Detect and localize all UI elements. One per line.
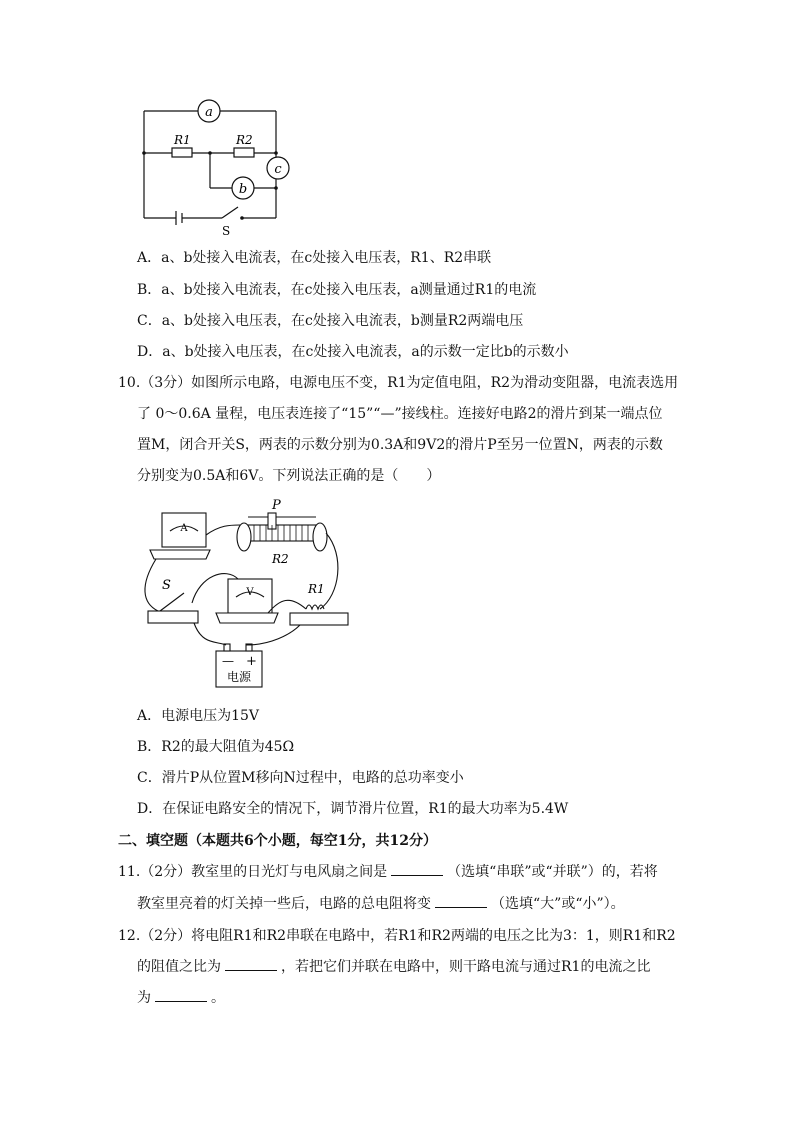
- q11-text-2a: 教室里亮着的灯关掉一些后，电路的总电阻将变: [137, 896, 431, 912]
- q10-option-a: A．电源电压为15V: [137, 708, 260, 724]
- ammeter-label: A: [180, 523, 188, 534]
- q12-line-3: [137, 988, 225, 1008]
- q10-line-4: 分别变为0.5A和6V。下列说法正确的是（ ）: [137, 468, 441, 484]
- meter-b-label: b: [238, 182, 248, 197]
- q12-text-3b: 。: [211, 990, 225, 1006]
- q12-text-2a: 的阻值之比为: [137, 959, 221, 975]
- resistor-r1-label: R1: [308, 582, 325, 596]
- power-positive-label: +: [246, 654, 257, 669]
- q10-option-d: D．在保证电路安全的情况下，调节滑片位置，R1的最大功率为5.4W: [137, 801, 569, 817]
- r2-label: R2: [236, 133, 253, 147]
- slider-p-label: P: [272, 498, 281, 513]
- switch-label: S: [222, 224, 231, 238]
- q10-option-b: B．R2的最大阻值为45Ω: [137, 739, 295, 755]
- q10-line-1: 10.（3分）如图所示电路，电源电压不变，R1为定值电阻，R2为滑动变阻器，电流表选用: [118, 375, 679, 391]
- section-2-heading: 二、填空题（本题共6个小题，每空1分，共12分）: [118, 833, 437, 849]
- circuit-diagram-1: [130, 95, 300, 245]
- q9-option-c: C．a、b处接入电压表，在c处接入电流表，b测量R2两端电压: [137, 313, 524, 329]
- meter-a-label: a: [205, 105, 213, 120]
- q11-text-1a: 11.（2分）教室里的日光灯与电风扇之间是: [118, 864, 388, 880]
- r1-label: R1: [174, 133, 191, 147]
- q12-text-3a: 为: [137, 990, 151, 1006]
- q11-line-2: [137, 894, 625, 914]
- rheostat-r2-label: R2: [272, 552, 289, 566]
- power-negative-label: —: [222, 654, 234, 668]
- q10-line-2: 了 0～0.6A 量程，电压表连接了“15”“—”接线柱。连接好电路2的滑片到某一端点位: [137, 406, 663, 422]
- q9-option-d: D．a、b处接入电压表，在c处接入电流表，a的示数一定比b的示数小: [137, 344, 569, 360]
- power-supply-label: 电源: [226, 670, 252, 684]
- q9-option-a: A．a、b处接入电流表，在c处接入电压表，R1、R2串联: [137, 250, 492, 266]
- meter-c-label: c: [274, 162, 282, 177]
- q12-blank-1[interactable]: [225, 958, 277, 971]
- q11-blank-1[interactable]: [391, 863, 443, 876]
- q11-text-2b: （选填“大”或“小”）。: [491, 896, 625, 912]
- q11-text-1b: （选填“串联”或“并联”）的，若将: [447, 864, 658, 880]
- q12-line-2: [137, 957, 650, 977]
- q11-line-1: [118, 862, 658, 882]
- q12-blank-2[interactable]: [155, 989, 207, 1002]
- q12-text-2b: ，若把它们并联在电路中，则干路电流与通过R1的电流之比: [281, 959, 651, 975]
- q10-option-c: C．滑片P从位置M移向N过程中，电路的总功率变小: [137, 770, 464, 786]
- q12-line-1: 12.（2分）将电阻R1和R2串联在电路中，若R1和R2两端的电压之比为3：1，则R1和R2: [118, 928, 676, 944]
- q11-blank-2[interactable]: [435, 895, 487, 908]
- voltmeter-label: V: [246, 587, 254, 598]
- q10-line-3: 置M，闭合开关S，两表的示数分别为0.3A和9V2的滑片P至另一位置N，两表的示数: [137, 437, 663, 453]
- q9-option-b: B．a、b处接入电流表，在c处接入电压表，a测量通过R1的电流: [137, 282, 537, 298]
- switch-s-label: S: [162, 578, 171, 593]
- circuit-diagram-2: [140, 495, 360, 695]
